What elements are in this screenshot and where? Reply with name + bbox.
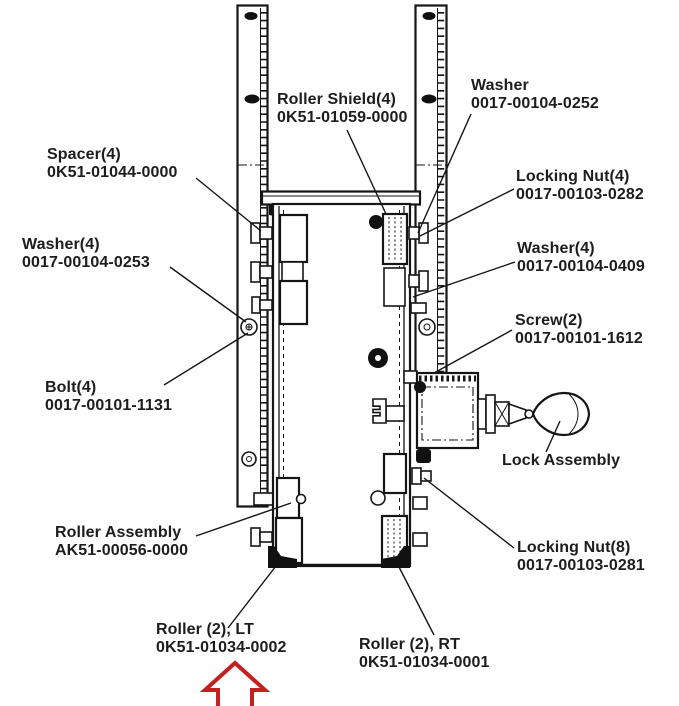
- label-lock-assembly: [502, 452, 620, 470]
- part-number: 0K51-01059-0000: [277, 108, 408, 126]
- part-name: Roller Assembly: [55, 524, 182, 541]
- part-name: Locking Nut(8): [517, 539, 631, 556]
- label-spacer: [47, 146, 178, 181]
- leader-locking-nut-8: [424, 478, 514, 548]
- part-name: Screw(2): [515, 312, 583, 329]
- lock-assembly-drawing: [404, 371, 589, 448]
- part-number: 0017-00103-0281: [517, 556, 645, 574]
- part-number: 0K51-01034-0001: [359, 653, 490, 671]
- leader-roller-lt: [228, 566, 276, 628]
- part-name: Washer(4): [22, 236, 100, 253]
- part-name: Roller (2), LT: [156, 621, 254, 638]
- part-name: Bolt(4): [45, 379, 97, 396]
- center-bolt: [368, 348, 388, 368]
- part-number: 0K51-01034-0002: [156, 638, 287, 656]
- lower-right-nuts: [412, 449, 431, 546]
- part-name: Washer: [471, 77, 529, 94]
- upper-left-roller-shields: [280, 215, 307, 324]
- label-washer-0252: [471, 77, 599, 112]
- highlight-arrow-shape: [205, 663, 265, 706]
- part-number: 0017-00104-0252: [471, 94, 599, 112]
- label-roller-rt: [359, 636, 490, 671]
- part-number: 0017-00101-1612: [515, 329, 643, 347]
- label-screw: [515, 312, 643, 347]
- label-bolt: [45, 379, 172, 414]
- label-locking-nut-8: [517, 539, 645, 574]
- label-roller-lt: [156, 621, 287, 656]
- part-name: Roller Shield(4): [277, 91, 396, 108]
- part-name: Roller (2), RT: [359, 636, 460, 653]
- part-number: 0017-00103-0282: [516, 185, 644, 203]
- highlight-arrow: [205, 663, 265, 706]
- label-washer-0409: [517, 240, 645, 275]
- part-name: Locking Nut(4): [516, 168, 630, 185]
- part-name: Spacer(4): [47, 146, 121, 163]
- label-roller-assembly: [55, 524, 188, 559]
- part-name: Washer(4): [517, 240, 595, 257]
- leader-washer-0253: [170, 267, 246, 322]
- leader-roller-rt: [399, 567, 434, 635]
- part-number: 0017-00104-0409: [517, 257, 645, 275]
- part-number: 0K51-01044-0000: [47, 163, 178, 181]
- part-number: 0017-00104-0253: [22, 253, 150, 271]
- leader-bolt: [164, 333, 248, 385]
- part-number: 0017-00101-1131: [45, 396, 172, 414]
- label-washer-0253: [22, 236, 150, 271]
- part-name: Lock Assembly: [502, 452, 621, 469]
- label-locking-nut-4: [516, 168, 644, 203]
- label-roller-shield: [277, 91, 408, 126]
- part-number: AK51-00056-0000: [55, 541, 189, 559]
